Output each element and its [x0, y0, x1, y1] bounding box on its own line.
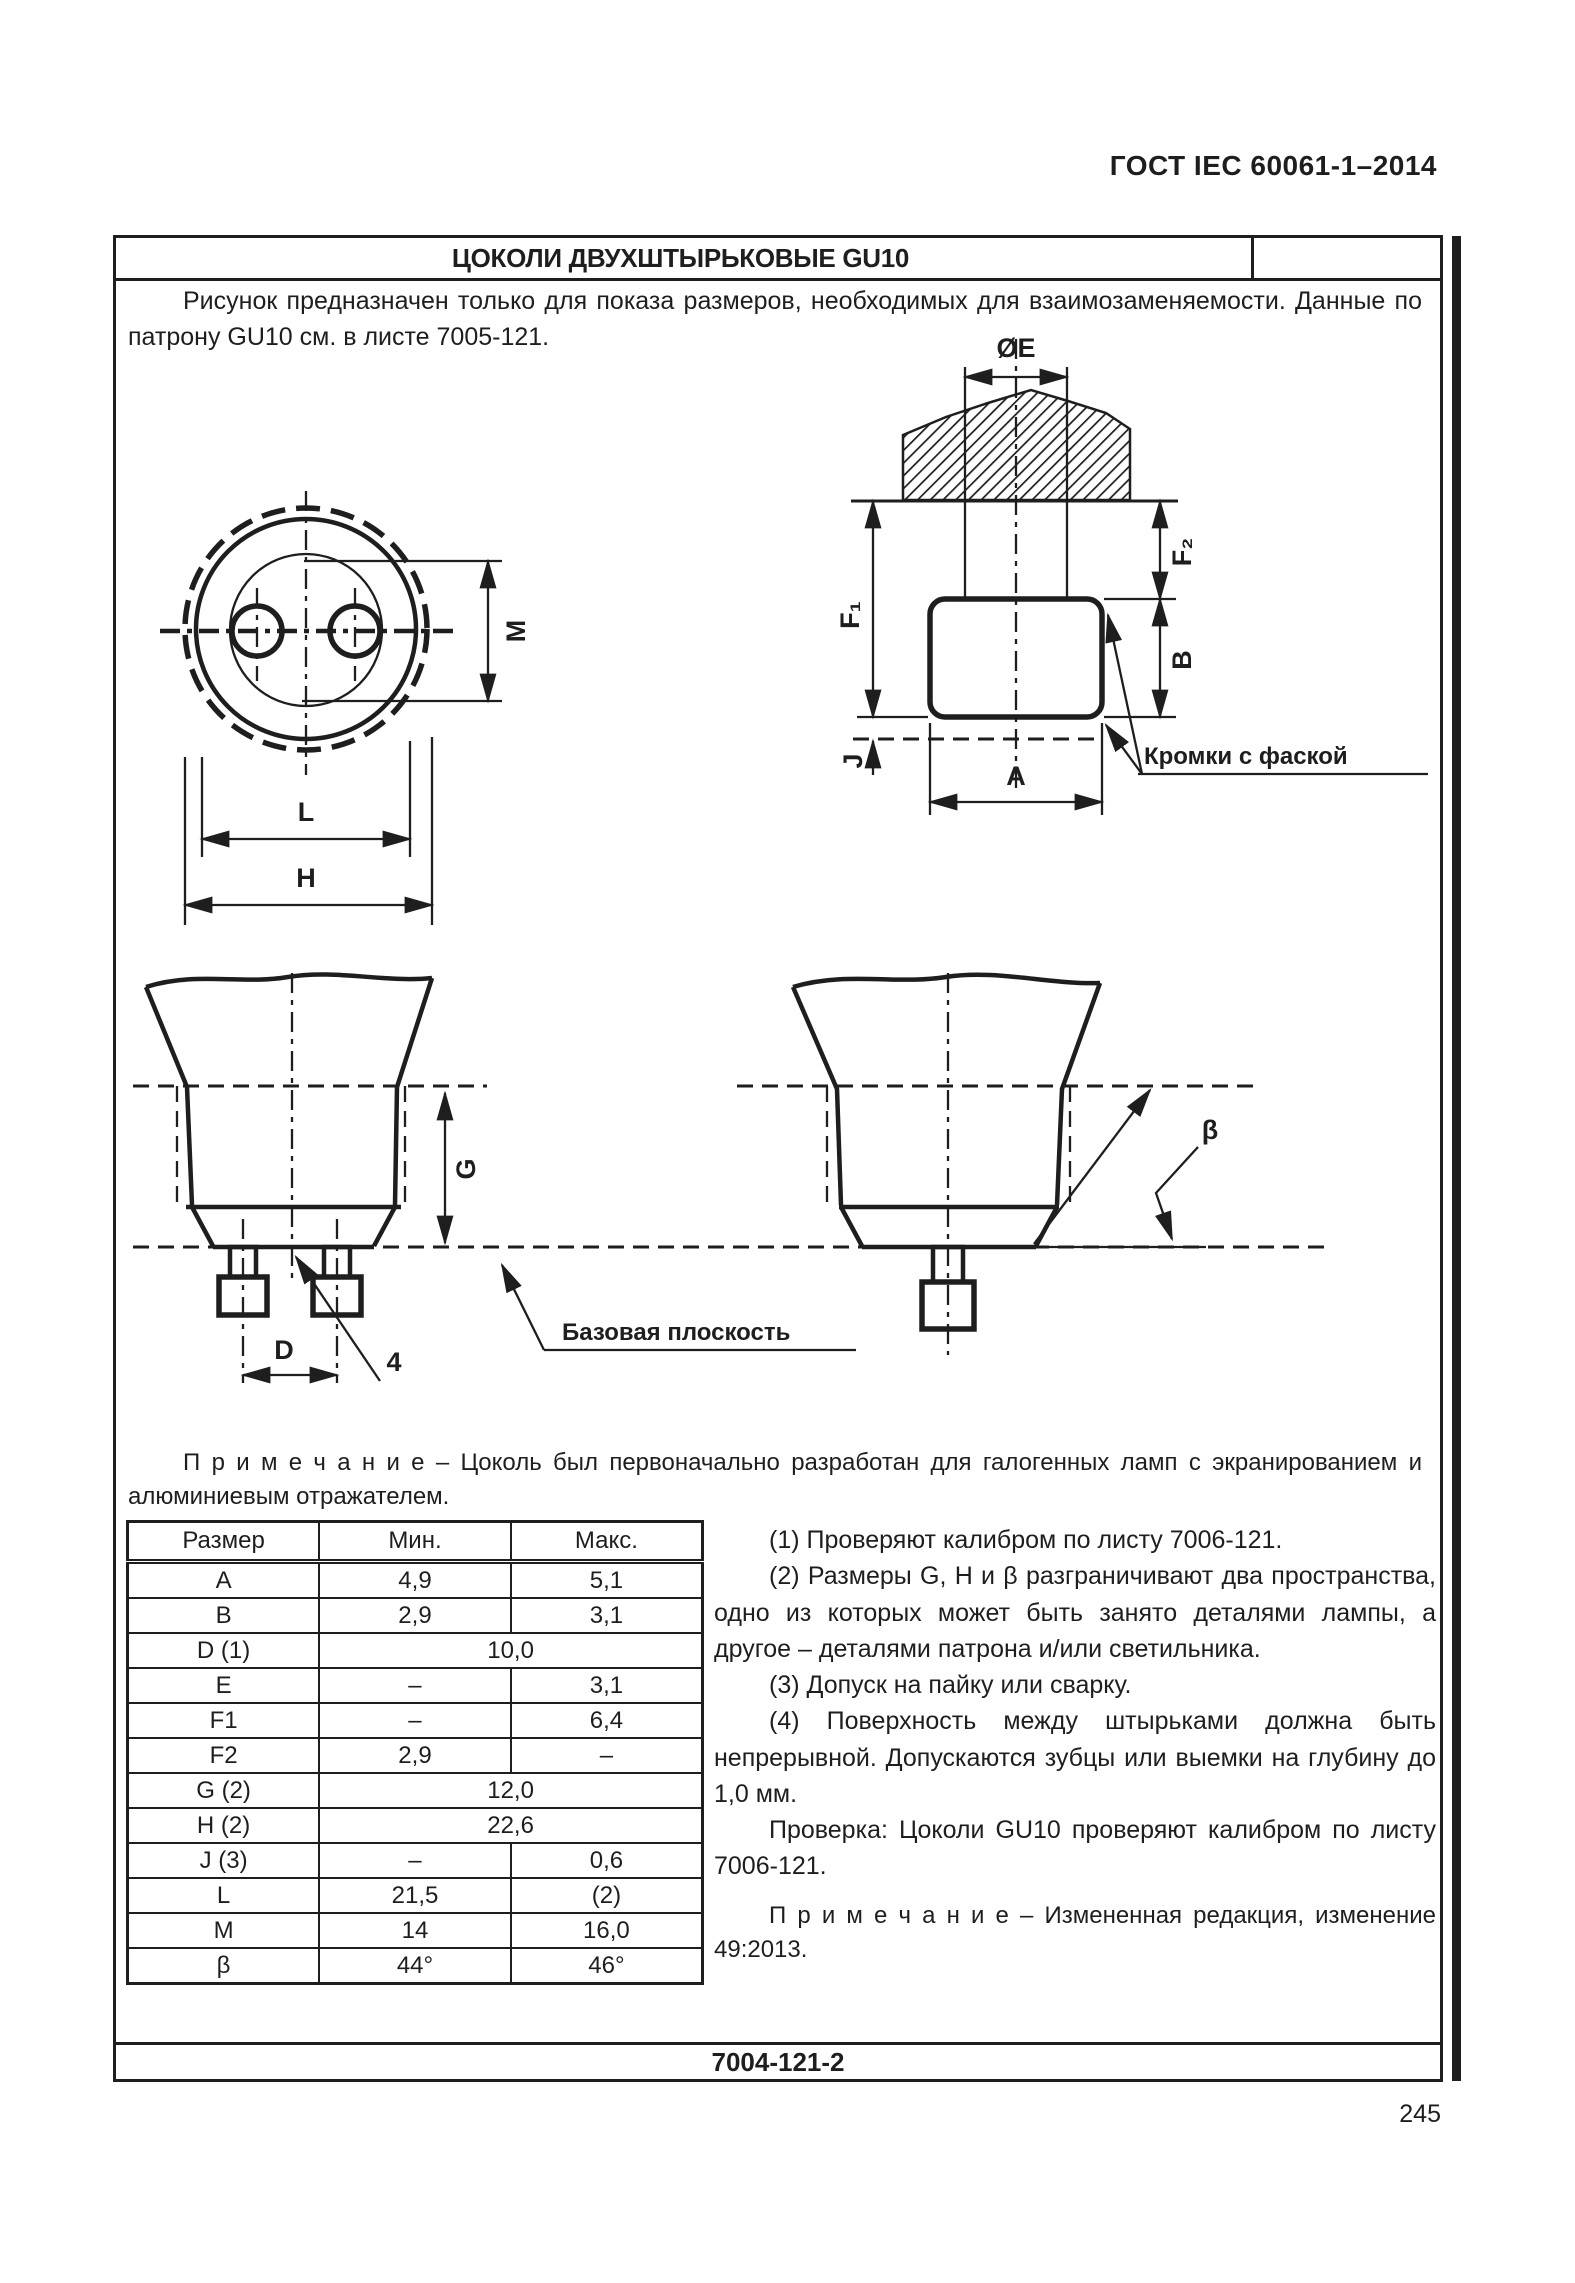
col-header-max: Макс.	[511, 1522, 703, 1562]
dim-label-j: J	[838, 753, 868, 769]
bulb-right-side	[395, 978, 432, 1205]
technical-drawings	[116, 333, 1434, 1448]
base-plane-label: Базовая плоскость	[562, 1319, 791, 1346]
bulb-break-edge	[146, 974, 432, 987]
col-header-min: Мин.	[319, 1522, 511, 1562]
dim-j	[838, 741, 873, 775]
bulb-left-side	[793, 987, 841, 1205]
cap-end-view	[160, 491, 531, 925]
table-row: β 44° 46°	[128, 1948, 703, 1984]
page-number: 245	[1399, 2100, 1441, 2128]
dim-label-m: M	[501, 619, 531, 643]
base-plane-callout	[502, 1265, 856, 1350]
note-item: (4) Поверхность между штырьками должна быть непрерывной. Допускаются зубцы или выемки на глубину до 1,0 мм.	[714, 1707, 1436, 1808]
dim-h	[185, 737, 432, 925]
dim-label-l: L	[297, 797, 315, 827]
pin-side-view	[835, 333, 1428, 815]
dim-label-a: A	[1006, 761, 1026, 791]
chamfer-label: Кромки с фаской	[1144, 743, 1348, 770]
sheet-number: 7004-121-2	[116, 2042, 1440, 2079]
standard-designation: ГОСТ IEC 60061-1–2014	[1109, 150, 1437, 181]
dim-label-d: D	[274, 1335, 294, 1365]
dim-b	[1160, 599, 1197, 717]
amendment-note: П р и м е ч а н и е – Измененная редакция, изменение 49:2013.	[714, 1901, 1436, 1964]
dim-f1	[835, 501, 873, 717]
chamfer-callout	[1106, 615, 1428, 774]
sheet-frame	[113, 235, 1443, 2082]
dim-g	[445, 1093, 481, 1243]
table-header-row	[128, 1522, 703, 1562]
dim-label-f2: F₂	[1167, 537, 1197, 567]
table-row: E – 3,1	[128, 1668, 703, 1703]
bulb-break-edge	[793, 975, 1100, 987]
note-item: Проверка: Цоколи GU10 проверяют калибром по листу 7006-121.	[714, 1816, 1436, 1881]
bulb-right-side	[1057, 983, 1100, 1205]
lamp-profile-right	[737, 973, 1255, 1355]
table-row: B 2,9 3,1	[128, 1598, 703, 1633]
intro-paragraph: Рисунок предназначен только для показа размеров, необходимых для взаимозаменяемости. Данные по патрону GU10 см. в листе 7005-121.	[128, 287, 1422, 351]
dim-label-h: H	[296, 863, 316, 893]
dimension-table	[126, 1520, 704, 1985]
table-row: F1 – 6,4	[128, 1703, 703, 1738]
lamp-profile-left	[133, 973, 487, 1383]
note-item: (2) Размеры G, H и β разграничивают два пространства, одно из которых может быть занято деталями лампы, а другое – деталями патрона и/или светильника.	[714, 1562, 1436, 1663]
dim-f2	[1160, 501, 1197, 599]
table-row: A 4,9 5,1	[128, 1562, 703, 1599]
col-header-size: Размер	[128, 1522, 320, 1562]
dim-label-b: B	[1167, 650, 1197, 670]
dim-label-f1: F₁	[835, 601, 865, 629]
table-row: J (3) – 0,6	[128, 1843, 703, 1878]
table-row: H (2) 22,6	[128, 1808, 703, 1843]
sheet-title: ЦОКОЛИ ДВУХШТЫРЬКОВЫЕ GU10	[451, 243, 910, 273]
bulb-left-side	[146, 987, 192, 1205]
table-row: G (2) 12,0	[128, 1773, 703, 1808]
sheet-title-row	[116, 238, 1440, 281]
dim-l	[202, 741, 410, 857]
callout-label-4: 4	[386, 1347, 402, 1377]
note-item: (3) Допуск на пайку или сварку.	[769, 1671, 1132, 1699]
dim-label-diameter-e: ØE	[996, 333, 1036, 363]
table-row: D (1) 10,0	[128, 1633, 703, 1668]
dim-label-g: G	[451, 1158, 481, 1180]
dim-label-beta: β	[1201, 1115, 1219, 1145]
note-under-drawings: П р и м е ч а н и е – Цоколь был первоначально разработан для галогенных ламп с экранированием и алюминиевым отражателем.	[128, 1449, 1422, 1511]
note-item: (1) Проверяют калибром по листу 7006-121.	[769, 1526, 1283, 1554]
title-empty-cell	[1251, 238, 1440, 278]
dim-d	[243, 1335, 337, 1375]
table-row: M 14 16,0	[128, 1913, 703, 1948]
table-row: L 21,5 (2)	[128, 1878, 703, 1913]
notes-column	[714, 1522, 1436, 1968]
binding-edge-rule	[1452, 236, 1461, 2081]
table-row: F2 2,9 –	[128, 1738, 703, 1773]
